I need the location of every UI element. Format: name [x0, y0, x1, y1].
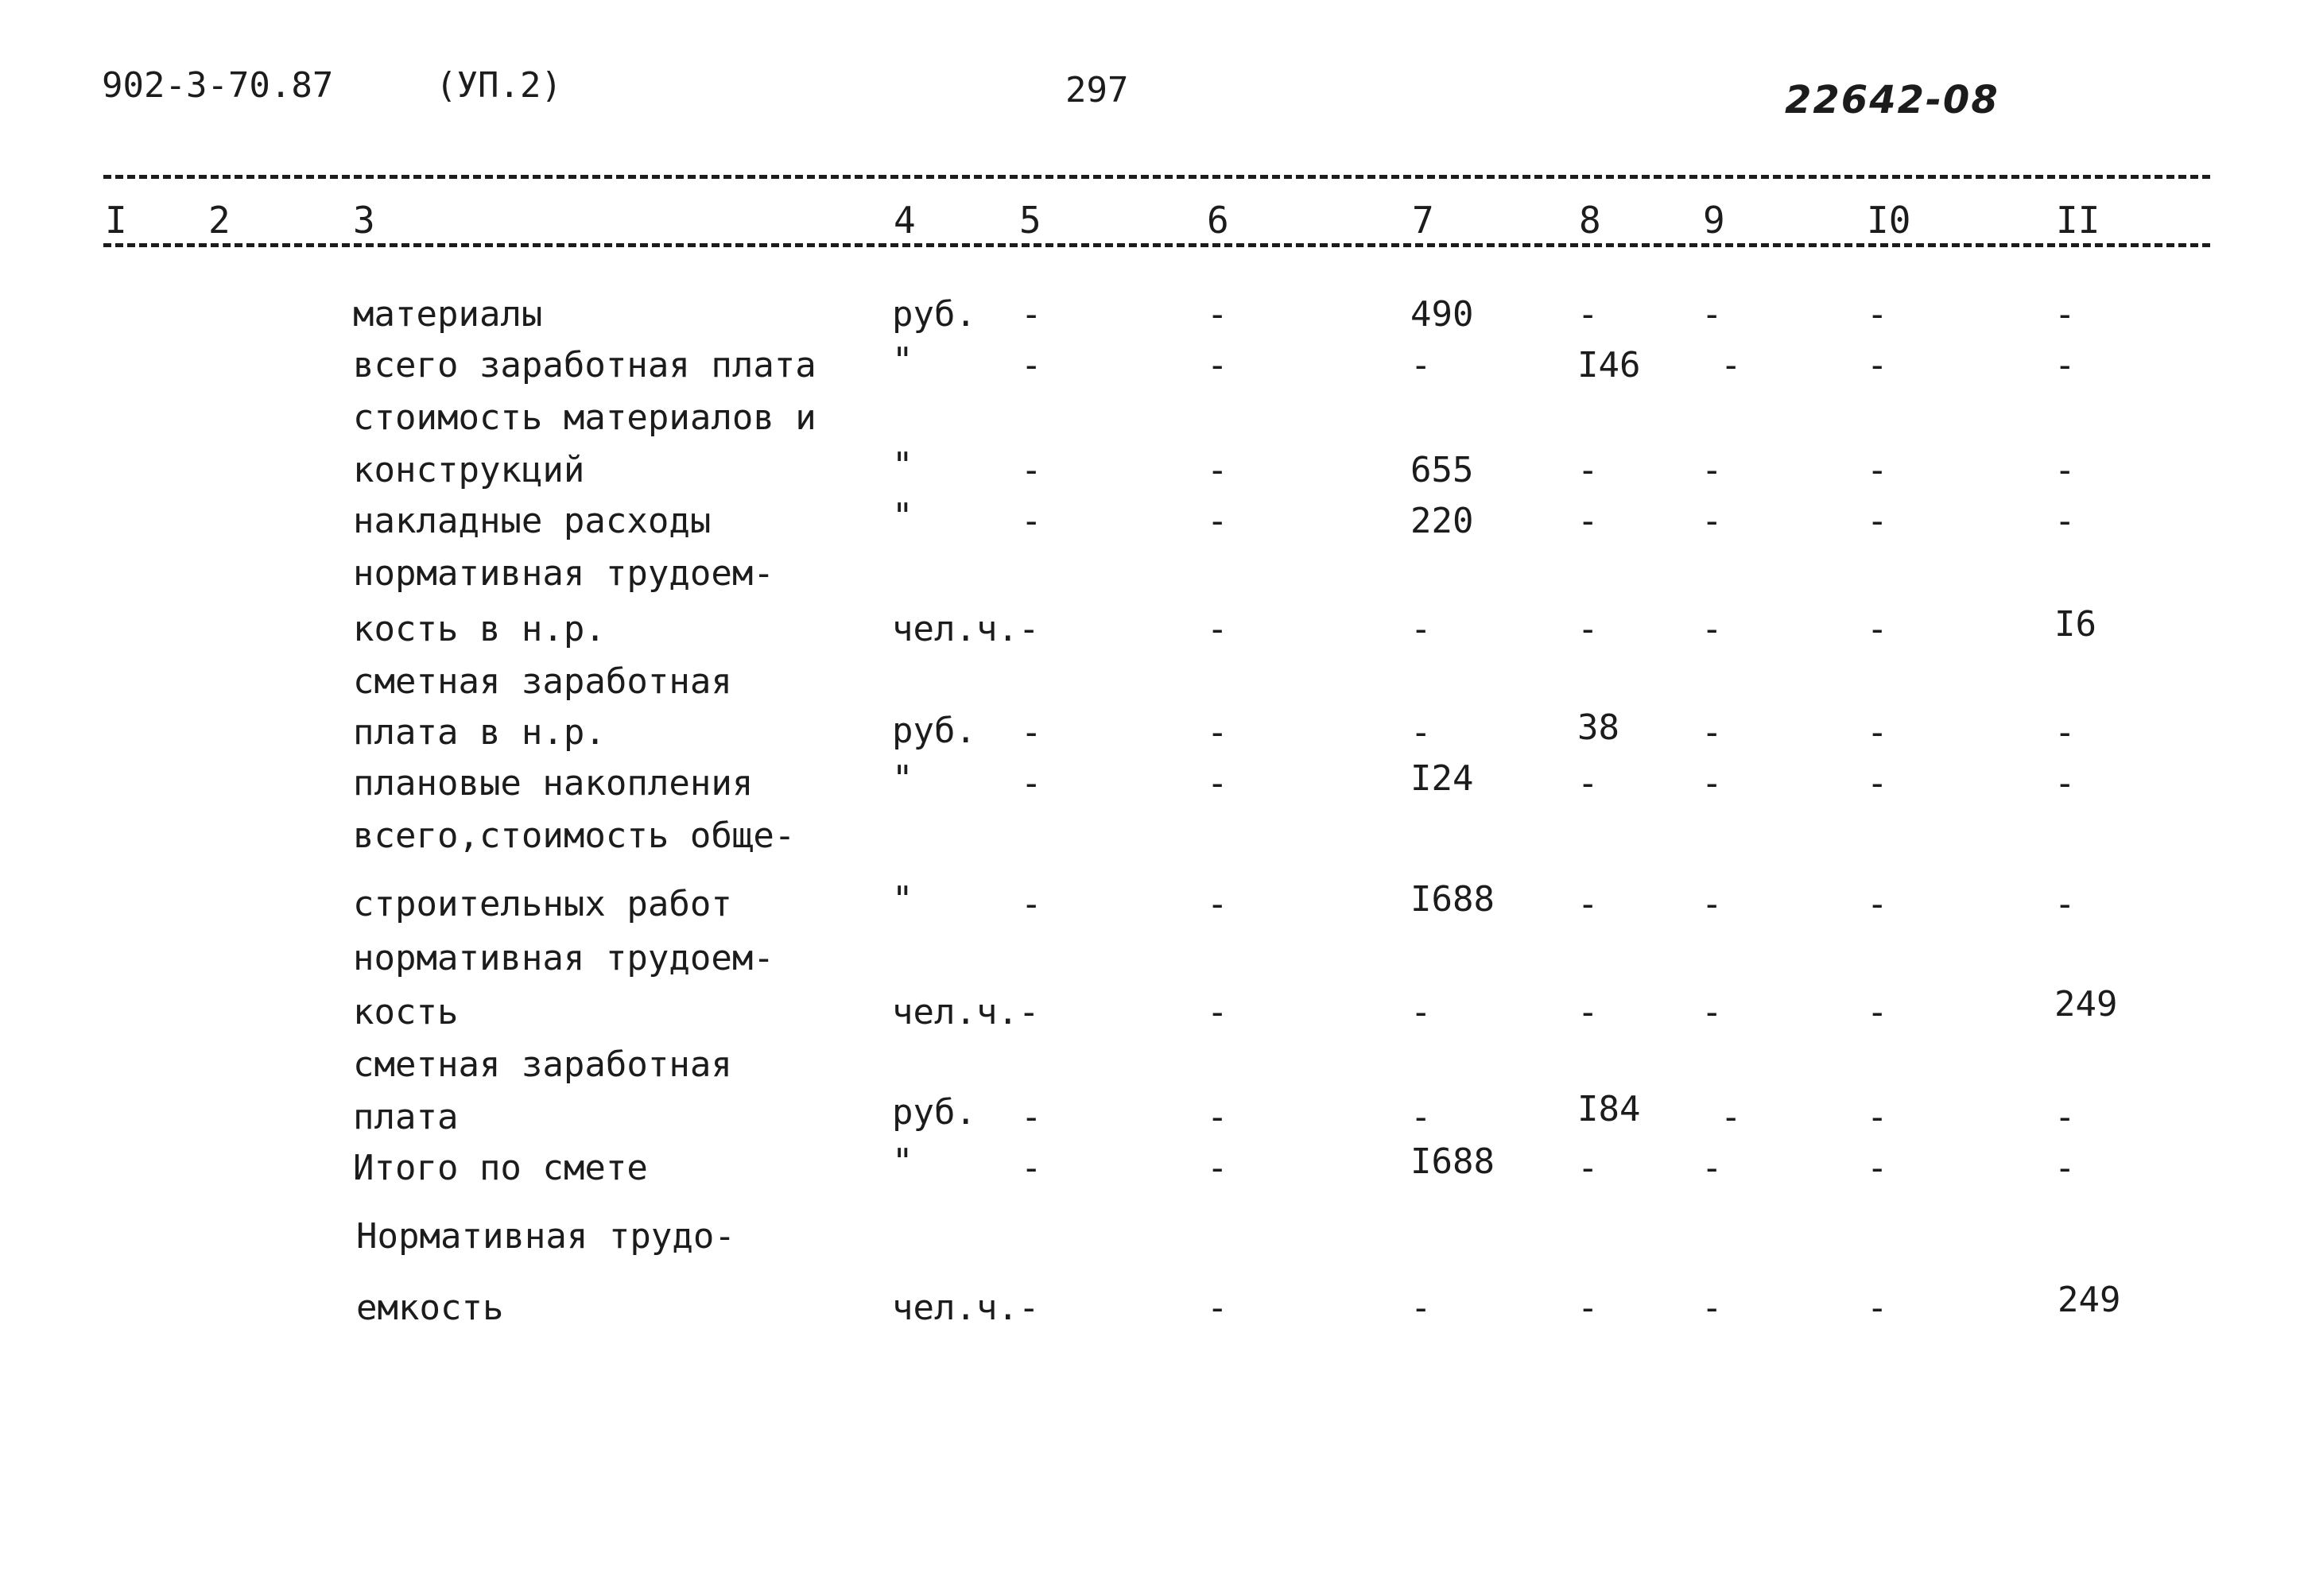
row-col8: - [1577, 450, 1599, 490]
row-col7: 655 [1410, 450, 1474, 490]
row-col7: - [1410, 712, 1432, 753]
row-unit: руб. [892, 294, 976, 335]
column-number-4: 4 [894, 199, 916, 242]
row-col7: I688 [1410, 879, 1495, 920]
row-unit: руб. [892, 711, 976, 751]
row-description-cont: емкость [356, 1288, 504, 1328]
row-col7: - [1410, 1288, 1432, 1328]
column-number-6: 6 [1207, 199, 1229, 242]
column-number-1: I [105, 199, 127, 242]
row-col9: - [1701, 763, 1723, 804]
column-number-2: 2 [208, 199, 231, 242]
row-col11: - [2054, 1148, 2076, 1188]
row-description-cont: кость в н.р. [353, 609, 606, 649]
row-col5: - [1021, 450, 1042, 490]
row-col8: - [1577, 1148, 1599, 1188]
row-col5: - [1021, 345, 1042, 385]
row-description-cont: плата в н.р. [353, 712, 606, 753]
row-col11: - [2054, 501, 2076, 541]
row-col10: - [1867, 992, 1888, 1032]
row-unit: " [892, 340, 913, 381]
row-col8: - [1577, 501, 1599, 541]
row-description: всего заработная плата [353, 345, 816, 385]
row-col7: 220 [1410, 501, 1474, 541]
row-col10: - [1867, 450, 1888, 490]
row-col8: - [1577, 609, 1599, 649]
row-col9: - [1720, 1097, 1742, 1137]
row-col9: - [1701, 450, 1723, 490]
row-col10: - [1867, 1148, 1888, 1188]
row-col6: - [1207, 884, 1228, 924]
archive-stamp: 22642-08 [1785, 78, 1999, 122]
row-col8: - [1577, 1288, 1599, 1328]
table-header-rule [103, 243, 2210, 247]
row-col6: - [1207, 1148, 1228, 1188]
row-col9: - [1701, 1288, 1723, 1328]
row-col8: - [1577, 884, 1599, 924]
row-col10: - [1867, 712, 1888, 753]
row-unit: чел.ч.- [892, 1288, 1040, 1328]
row-description-cont: строительных работ [353, 884, 732, 924]
row-col5: - [1021, 1097, 1042, 1137]
row-col9: - [1701, 294, 1723, 335]
row-col6: - [1207, 501, 1228, 541]
row-description: плановые накопления [353, 763, 754, 804]
row-description: Нормативная трудо- [356, 1216, 735, 1257]
sheet-label: (УП.2) [436, 65, 562, 106]
row-col7: - [1410, 992, 1432, 1032]
row-col10: - [1867, 884, 1888, 924]
row-col11: 249 [2058, 1280, 2121, 1320]
row-unit: " [892, 879, 913, 920]
row-col11: - [2054, 450, 2076, 490]
row-col7: - [1410, 345, 1432, 385]
page-number: 297 [1065, 70, 1129, 110]
column-number-11: II [2056, 199, 2100, 242]
row-col8: - [1577, 763, 1599, 804]
column-number-7: 7 [1412, 199, 1434, 242]
row-col10: - [1867, 1288, 1888, 1328]
row-col6: - [1207, 609, 1228, 649]
row-col6: - [1207, 992, 1228, 1032]
row-col6: - [1207, 450, 1228, 490]
row-col6: - [1207, 294, 1228, 335]
row-col9: - [1701, 501, 1723, 541]
row-col5: - [1021, 294, 1042, 335]
row-description: нормативная трудоем- [353, 938, 774, 978]
row-description: всего,стоимость обще- [353, 815, 796, 856]
row-col11: I6 [2054, 604, 2096, 645]
row-col9: - [1701, 992, 1723, 1032]
row-col9: - [1701, 609, 1723, 649]
row-description-cont: плата [353, 1097, 459, 1137]
row-col10: - [1867, 501, 1888, 541]
row-col9: - [1701, 1148, 1723, 1188]
row-unit: " [892, 445, 913, 486]
row-description: стоимость материалов и [353, 397, 816, 438]
table-top-rule [103, 175, 2210, 179]
row-col11: - [2054, 1097, 2076, 1137]
row-unit: руб. [892, 1092, 976, 1133]
row-col6: - [1207, 763, 1228, 804]
row-col10: - [1867, 294, 1888, 335]
row-col9: - [1720, 345, 1742, 385]
row-col11: - [2054, 884, 2076, 924]
row-description: материалы [353, 294, 543, 335]
row-description-cont: конструкций [353, 450, 585, 490]
row-description: накладные расходы [353, 501, 712, 541]
row-col10: - [1867, 609, 1888, 649]
row-col6: - [1207, 712, 1228, 753]
row-col6: - [1207, 1097, 1228, 1137]
row-unit: чел.ч.- [892, 609, 1040, 649]
row-col8: I46 [1577, 345, 1641, 385]
column-number-3: 3 [353, 199, 375, 242]
column-number-8: 8 [1579, 199, 1601, 242]
row-unit: " [892, 496, 913, 537]
row-col11: - [2054, 345, 2076, 385]
row-col11: 249 [2054, 984, 2118, 1025]
row-col5: - [1021, 501, 1042, 541]
row-col9: - [1701, 712, 1723, 753]
row-col8: 38 [1577, 707, 1619, 748]
row-col5: - [1021, 884, 1042, 924]
document-code: 902-3-70.87 [102, 65, 334, 106]
row-description: сметная заработная [353, 661, 732, 702]
row-col9: - [1701, 884, 1723, 924]
row-col7: I24 [1410, 758, 1474, 799]
row-col8: - [1577, 294, 1599, 335]
row-col11: - [2054, 763, 2076, 804]
row-unit: чел.ч.- [892, 992, 1040, 1032]
row-col10: - [1867, 763, 1888, 804]
row-col5: - [1021, 763, 1042, 804]
row-col10: - [1867, 345, 1888, 385]
row-col6: - [1207, 1288, 1228, 1328]
row-unit: " [892, 758, 913, 799]
row-col11: - [2054, 712, 2076, 753]
column-number-9: 9 [1703, 199, 1725, 242]
row-unit: " [892, 1141, 913, 1182]
row-col7: 490 [1410, 294, 1474, 335]
row-col8: - [1577, 992, 1599, 1032]
row-col7: I688 [1410, 1141, 1495, 1182]
row-col7: - [1410, 1097, 1432, 1137]
row-description: нормативная трудоем- [353, 553, 774, 594]
row-col10: - [1867, 1097, 1888, 1137]
column-number-10: I0 [1867, 199, 1911, 242]
column-number-5: 5 [1019, 199, 1041, 242]
row-col5: - [1021, 1148, 1042, 1188]
row-description: Итого по смете [353, 1148, 648, 1188]
row-col6: - [1207, 345, 1228, 385]
row-description: сметная заработная [353, 1044, 732, 1085]
row-col5: - [1021, 712, 1042, 753]
row-col7: - [1410, 609, 1432, 649]
row-col8: I84 [1577, 1089, 1641, 1129]
row-description-cont: кость [353, 992, 459, 1032]
row-col11: - [2054, 294, 2076, 335]
